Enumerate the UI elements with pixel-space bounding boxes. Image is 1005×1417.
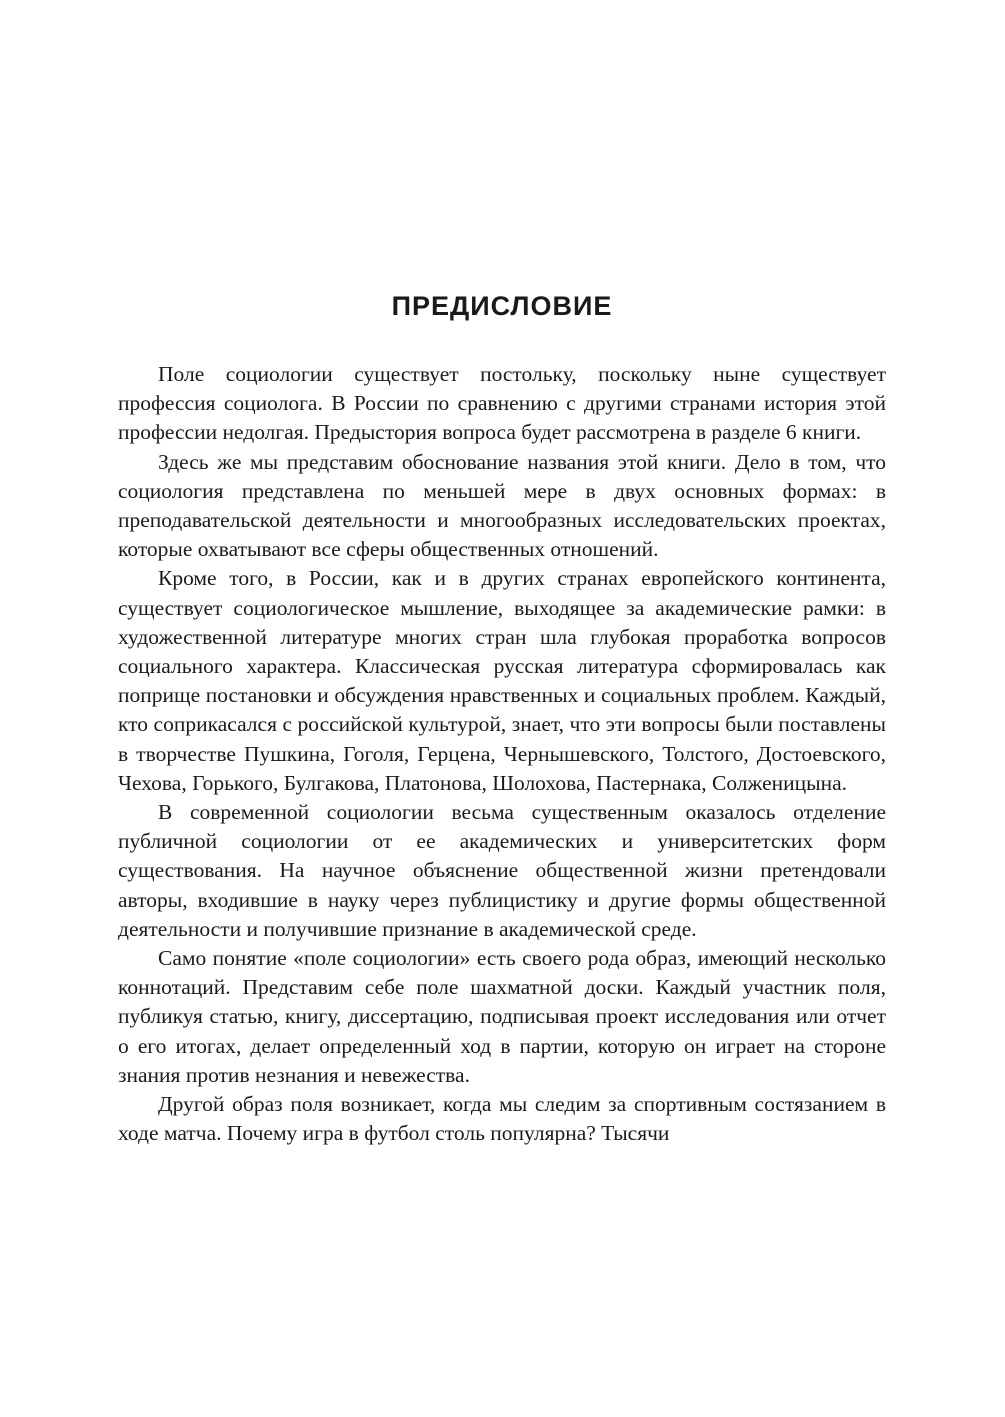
- paragraph-1: Поле социологии существует постольку, поскольку ныне существует профессия социолога. В России по сравнению с другими странами история этой профессии недолгая. Предыстория вопроса будет рассмотрена в разделе 6 книги.: [118, 362, 886, 445]
- paragraph-4: В современной социологии весьма существенным оказалось отделение публичной социологии от ее академических и университетских форм существования. На научное объяснение общественной жизни претендовали авторы, входившие в науку через публицистику и другие формы общественной деятельности и получившие признание в академической среде.: [118, 800, 886, 941]
- page-title: ПРЕДИСЛОВИЕ: [391, 291, 613, 321]
- page-content: [118, 286, 886, 1148]
- paragraph-3: Кроме того, в России, как и в других странах европейского континента, существует социологическое мышление, выходящее за академические рамки: в художественной литературе многих стран шла глубокая проработка вопросов социального характера. Классическая русская литература сформировалась как поприще постановки и обсуждения нравственных и социальных проблем. Каждый, кто соприкасался с российской культурой, знает, что эти вопросы были поставлены в творчестве Пушкина, Гоголя, Герцена, Чернышевского, Толстого, Достоевского, Чехова, Горького, Булгакова, Платонова, Шолохова, Пастернака, Солженицына.: [118, 566, 886, 795]
- paragraph-6: Другой образ поля возникает, когда мы следим за спортивным состязанием в ходе матча. Почему игра в футбол столь популярна? Тысячи: [118, 1092, 886, 1146]
- paragraph-5: Само понятие «поле социологии» есть своего рода образ, имеющий несколько коннотаций. Представим себе поле шахматной доски. Каждый участник поля, публикуя статью, книгу, диссертацию, подписывая проект исследования или отчет о его итогах, делает определенный ход в партии, которую он играет на стороне знания против незнания и невежества.: [118, 946, 886, 1087]
- paragraph-2: Здесь же мы представим обоснование названия этой книги. Дело в том, что социология представлена по меньшей мере в двух основных формах: в преподавательской деятельности и многообразных исследовательских проектах, которые охватывают все сферы общественных отношений.: [118, 449, 886, 562]
